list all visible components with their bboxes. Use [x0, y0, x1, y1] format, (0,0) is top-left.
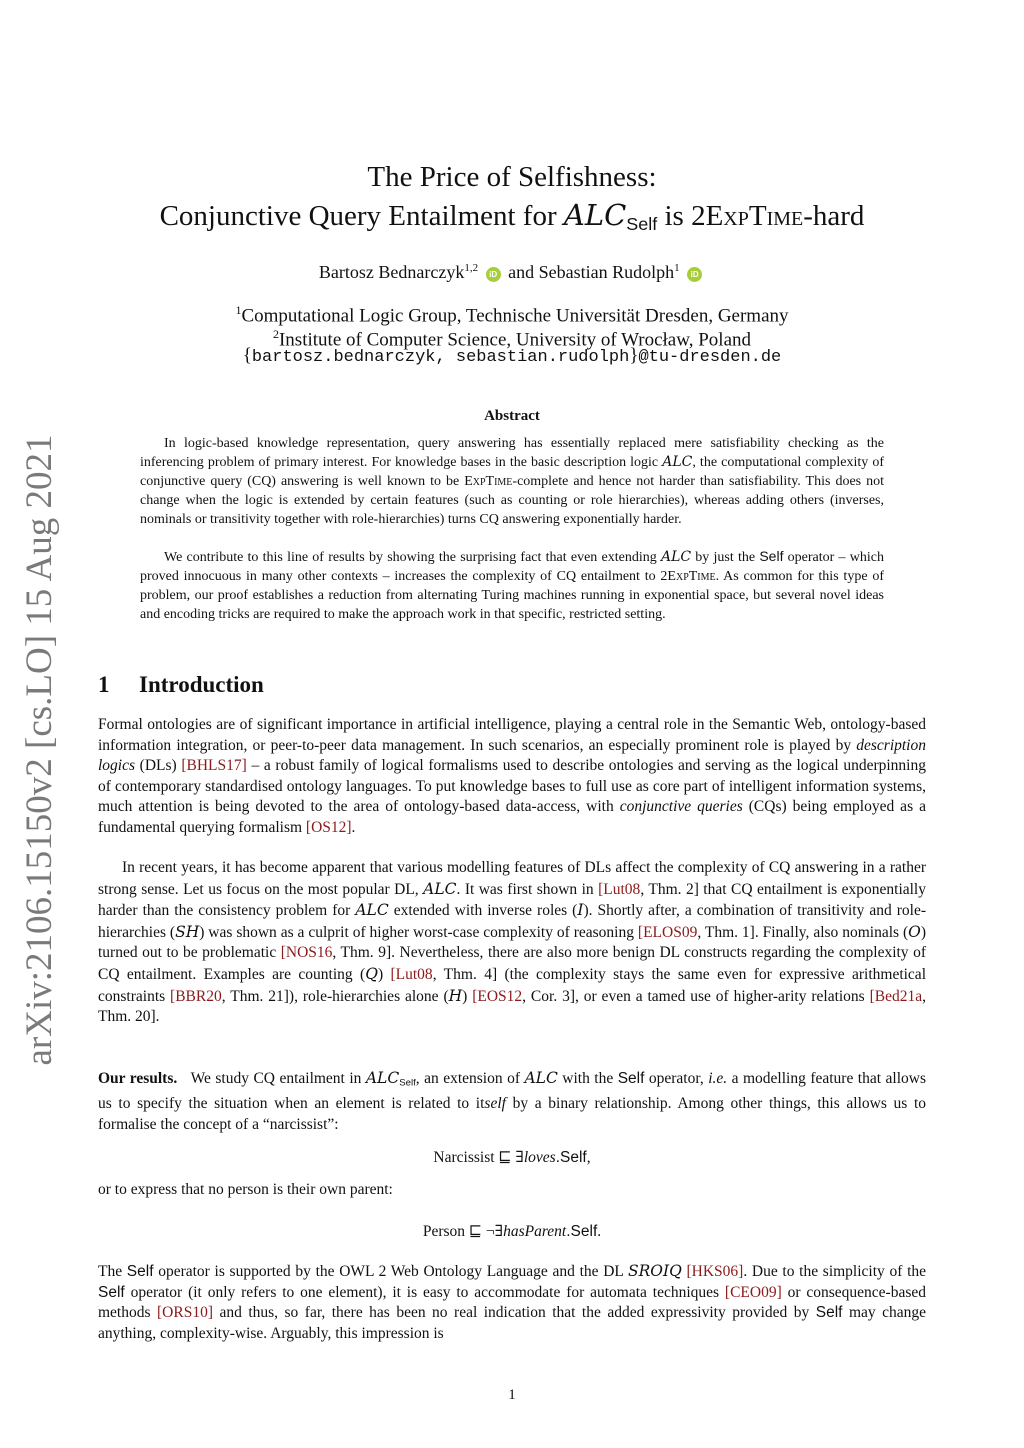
- abstract-paragraph-2: We contribute to this line of results by showing the surprising fact that even extending ALC by just the Self operator – which proved innocuous in many other contexts – increases the complexity of CQ entailment to 2ExpTime. As common for this type of problem, our proof establishes a reduction from alternating Turing machines running in exponential space, but several novel ideas and encoding tricks are required to make the approach work in that specific, restricted setting.: [140, 548, 884, 622]
- author-1-affiliation: 1,2: [464, 262, 479, 274]
- intro-paragraph-2: In recent years, it has become apparent that various modelling features of DLs affect the complexity of CQ answering in a rather strong sense. Let us focus on the most popular DL, ALC. It was first shown in [Lut08, Thm. 2] that CQ entailment is exponentially harder than the consistency problem for ALC extended with inverse roles (I). Shortly after, a combination of transitivity and role-hierarchies (SH) was shown as a culprit of higher worst-case complexity of reasoning [ELOS09, Thm. 1]. Finally, also nominals (O) turned out to be problematic [NOS16, Thm. 9]. Nevertheless, there are also more benign DL constructs regarding the complexity of CQ entailment. Examples are counting (Q) [Lut08, Thm. 4] (the complexity stays the same even for expressive arithmetical constraints [BBR20, Thm. 21]), role-hierarchies alone (H) [EOS12, Cor. 3], or even a tamed use of higher-arity relations [Bed21a, Thm. 20].: [98, 859, 927, 1026]
- author-2-affiliation: 1: [674, 262, 680, 274]
- citation-link[interactable]: [NOS16: [280, 944, 333, 962]
- abstract-paragraph-1: In logic-based knowledge representation, query answering has essentially replaced mere satisfiability checking as the inferencing problem of primary interest. For knowledge bases in the basic description logic ALC, the computational complexity of conjunctive query (CQ) answering is well known to be ExpTime-complete and hence not harder than satisfiability. This does not change when the logic is extended by certain features (such as counting or role hierarchies), whereas adding others (inverses, nominals or transitivity together with role-hierarchies) turns CQ answering exponentially harder.: [140, 436, 885, 527]
- paragraph-run-in-heading: Our results.: [98, 1070, 178, 1087]
- arxiv-identifier[interactable]: arXiv:2106.15150v2 [cs.LO] 15 Aug 2021: [19, 434, 60, 1066]
- self-subscript: Self: [626, 214, 658, 235]
- author-2-name: and Sebastian Rudolph: [508, 262, 675, 282]
- intro-paragraph-1: Formal ontologies are of significant importance in artificial intelligence, playing a central role in the Semantic Web, ontology-based information integration, or peer-to-peer data management. In such scenarios, an especially prominent role is played by description logics (DLs) [BHLS17] – a robust family of logical formalisms used to describe ontologies and serving as the logical underpinning of contemporary standardised ontology languages. To put knowledge bases to full use as core part of intelligent information systems, much attention is being devoted to the area of ontology-based data-access, with conjunctive queries (CQs) being employed as a fundamental querying formalism [OS12].: [98, 716, 926, 836]
- paper-title-line2: Conjunctive Query Entailment for $ALC_{Self}$ is 2ExpTime-hard: [159, 198, 865, 235]
- citation-link[interactable]: [HKS06]: [686, 1263, 744, 1280]
- citation-link[interactable]: [Lut08: [390, 965, 433, 983]
- orcid-icon[interactable]: iD: [687, 267, 702, 282]
- affiliation-1: $^1$Computational Logic Group, Technische Universität Dresden, Germany: [235, 303, 789, 327]
- authors: [0, 256, 1024, 284]
- citation-link[interactable]: [Bed21a: [869, 987, 923, 1005]
- intro-paragraph-our-results: Our results. We study CQ entailment in $ALC_{Self}$, an extension of ALC with the Self operator, i.e. a modelling feature that allows us to specify the situation when an element is related to itself by a binary relationship. Among other things, this allows us to formalise the concept of a “narcissist”:: [98, 1069, 927, 1133]
- intro-paragraph-self-operator: The Self operator is supported by the OWL 2 Web Ontology Language and the DL SROIQ [HKS06]. Due to the simplicity of the Self operator (it only refers to one element), it is easy to accommodate for automata techniques [CEO09] or consequence-based methods [ORS10] and thus, so far, there has been no real indication that the added expressivity provided by Self may change anything, complexity-wise. Arguably, this impression is: [98, 1262, 927, 1342]
- arxiv-sidebar: [10, 434, 70, 1066]
- affiliation-2: $^2$Institute of Computer Science, University of Wrocław, Poland: [272, 327, 752, 351]
- alc-symbol: ALC: [563, 198, 627, 232]
- paper-title-line1: The Price of Selfishness:: [367, 161, 657, 193]
- formula-person: Person ⊑ ¬∃hasParent.Self.: [422, 1223, 602, 1240]
- citation-link[interactable]: [ELOS09: [637, 923, 698, 941]
- intro-text-parent: or to express that no person is their own parent:: [98, 1181, 393, 1198]
- email-addresses[interactable]: {bartosz.bednarczyk, sebastian.rudolph}@tu-dresden.de: [242, 345, 782, 367]
- abstract-heading: Abstract: [484, 408, 540, 424]
- exptime-class: 2ExpTime: [691, 200, 804, 232]
- citation-link[interactable]: [ORS10]: [157, 1304, 213, 1322]
- citation-link[interactable]: [OS12]: [305, 818, 352, 836]
- page-number: 1: [508, 1387, 516, 1403]
- orcid-icon[interactable]: iD: [486, 267, 501, 282]
- citation-link[interactable]: [EOS12: [472, 987, 523, 1005]
- citation-link[interactable]: [Lut08: [598, 880, 641, 898]
- formula-narcissist: Narcissist ⊑ ∃loves.Self,: [433, 1149, 591, 1166]
- section-heading-introduction: 1 Introduction: [98, 672, 264, 697]
- citation-link[interactable]: [BBR20: [170, 987, 222, 1005]
- author-1-name: Bartosz Bednarczyk: [318, 262, 465, 282]
- citation-link[interactable]: [BHLS17]: [181, 757, 247, 775]
- citation-link[interactable]: [CEO09]: [724, 1283, 782, 1301]
